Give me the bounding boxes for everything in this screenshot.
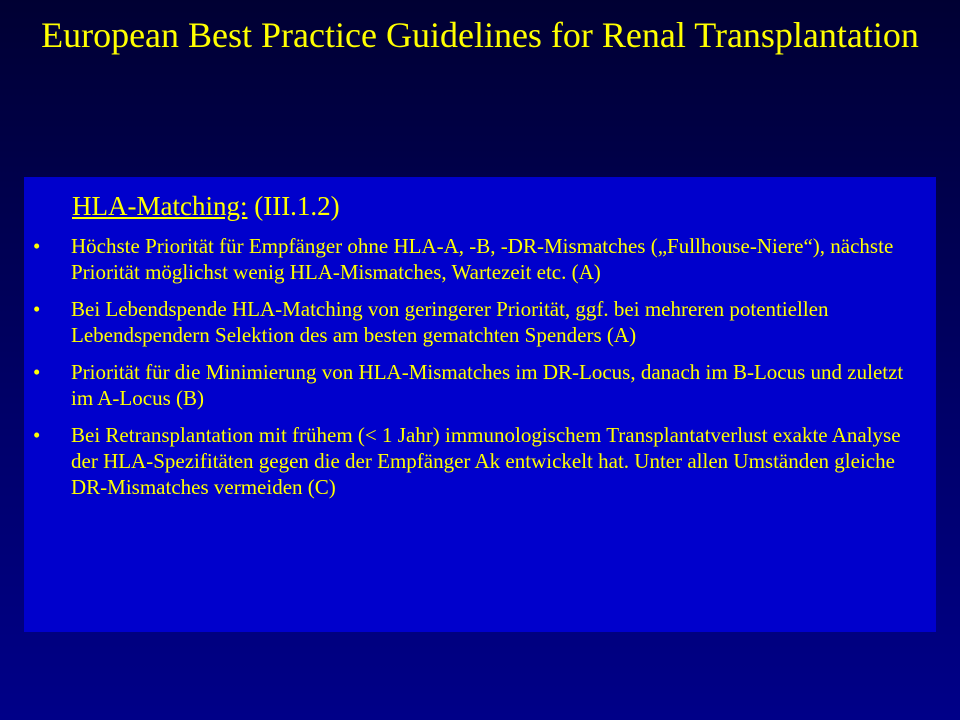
content-panel [24,177,936,632]
bullet-dot-icon: • [33,297,41,321]
bullet-text: Bei Retransplantation mit frühem (< 1 Jahr) immunologischem Transplantatverlust exakte Analyse der HLA-Spezifitäten gegen die der Empfänger Ak entwickelt hat. Unter allen Umständen gleiche DR-Mismatches vermeiden (C) [71,423,901,499]
bullet-text: Bei Lebendspende HLA-Matching von geringerer Priorität, ggf. bei mehreren potentiellen Lebendspendern Selektion des am besten gematchten Spenders (A) [71,297,829,347]
bullet-item [24,233,936,285]
section-reference: (III.1.2) [254,191,340,221]
bullet-text: Priorität für die Minimierung von HLA-Mismatches im DR-Locus, danach im B-Locus und zuletzt im A-Locus (B) [71,360,904,410]
bullet-item [24,422,936,500]
bullet-dot-icon: • [33,360,41,384]
bullet-item [24,359,936,411]
bullet-dot-icon: • [33,234,41,258]
section-label: HLA-Matching: [72,191,248,221]
slide-title: European Best Practice Guidelines for Renal Transplantation [41,15,919,55]
bullet-text: Höchste Priorität für Empfänger ohne HLA-A, -B, -DR-Mismatches („Fullhouse-Niere“), nächste Priorität möglichst wenig HLA-Mismatches, Wartezeit etc. (A) [71,234,894,284]
bullet-list [24,233,936,511]
bullet-dot-icon: • [33,423,41,447]
bullet-item [24,296,936,348]
section-heading [72,189,340,223]
